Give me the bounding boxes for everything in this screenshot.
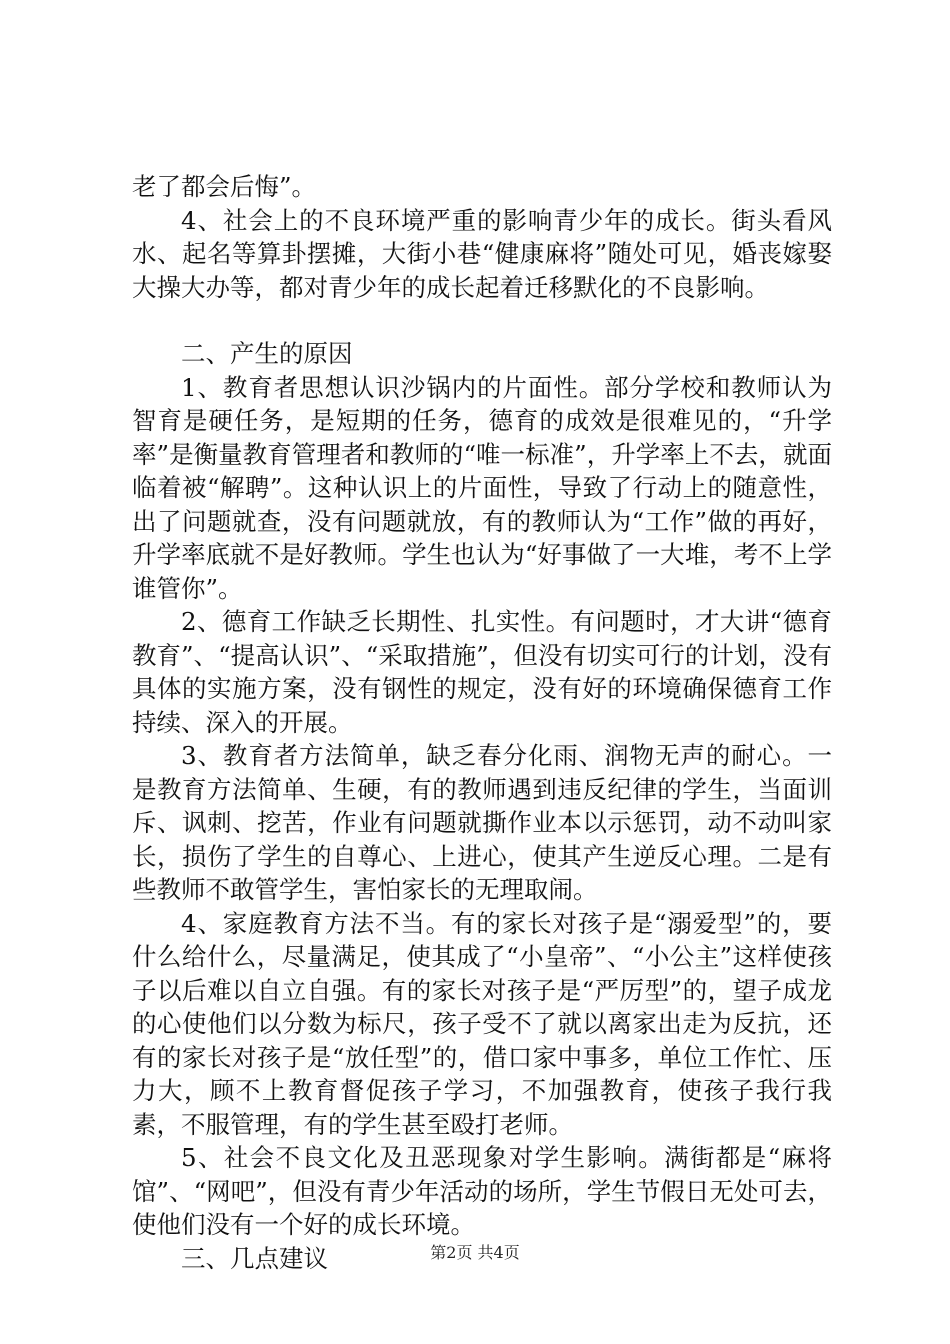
paragraph-cause-2: 2、德育工作缺乏长期性、扎实性。有问题时，才大讲“德育教育”、“提高认识”、“采取措施”，但没有切实可行的计划，没有具体的实施方案，没有钢性的规定，没有好的环境确保德育工作持续、深入的开展。 [132, 607, 832, 737]
page-number-footer: 第2页 共4页 [430, 1243, 520, 1262]
paragraph-cause-3: 3、教育者方法简单，缺乏春分化雨、润物无声的耐心。一是教育方法简单、生硬，有的教师遇到违反纪律的学生，当面训斥、讽刺、挖苦，作业有问题就撕作业本以示惩罚，动不动叫家长，损伤了学生的自尊心、上进心，使其产生逆反心理。二是有些教师不敢管学生，害怕家长的无理取闹。 [132, 741, 832, 904]
paragraph-cause-4: 4、家庭教育方法不当。有的家长对孩子是“溺爱型”的，要什么给什么，尽量满足，使其成了“小皇帝”、“小公主”这样使孩子以后难以自立自强。有的家长对孩子是“严厉型”的，望子成龙的心使他们以分数为标尺，孩子受不了就以离家出走为反抗，还有的家长对孩子是“放任型”的，借口家中事多，单位工作忙、压力大，顾不上教育督促孩子学习，不加强教育，使孩子我行我素，不服管理，有的学生甚至殴打老师。 [132, 908, 832, 1139]
paragraph-continuation: 老了都会后悔”。 [132, 172, 317, 201]
document-body [132, 170, 832, 1275]
paragraph-cause-1: 1、教育者思想认识沙锅内的片面性。部分学校和教师认为智育是硬任务，是短期的任务，德育的成效是很难见的，“升学率”是衡量教育管理者和教师的“唯一标准”，升学率上不去，就面临着被“解聘”。这种认识上的片面性，导致了行动上的随意性，出了问题就查，没有问题就放，有的教师认为“工作”做的再好，升学率底就不是好教师。学生也认为“好事做了一大堆，考不上学谁管你”。 [132, 372, 832, 603]
paragraph-point-4-environment: 4、社会上的不良环境严重的影响青少年的成长。街头看风水、起名等算卦摆摊，大街小巷“健康麻将”随处可见，婚丧嫁娶大操大办等，都对青少年的成长起着迁移默化的不良影响。 [132, 205, 832, 302]
paragraph-cause-5: 5、社会不良文化及丑恶现象对学生影响。满街都是“麻将馆”、“网吧”，但没有青少年活动的场所，学生节假日无处可去，使他们没有一个好的成长环境。 [132, 1143, 832, 1239]
section-heading-suggestions: 三、几点建议 [181, 1243, 328, 1273]
section-heading-causes: 二、产生的原因 [181, 339, 353, 368]
